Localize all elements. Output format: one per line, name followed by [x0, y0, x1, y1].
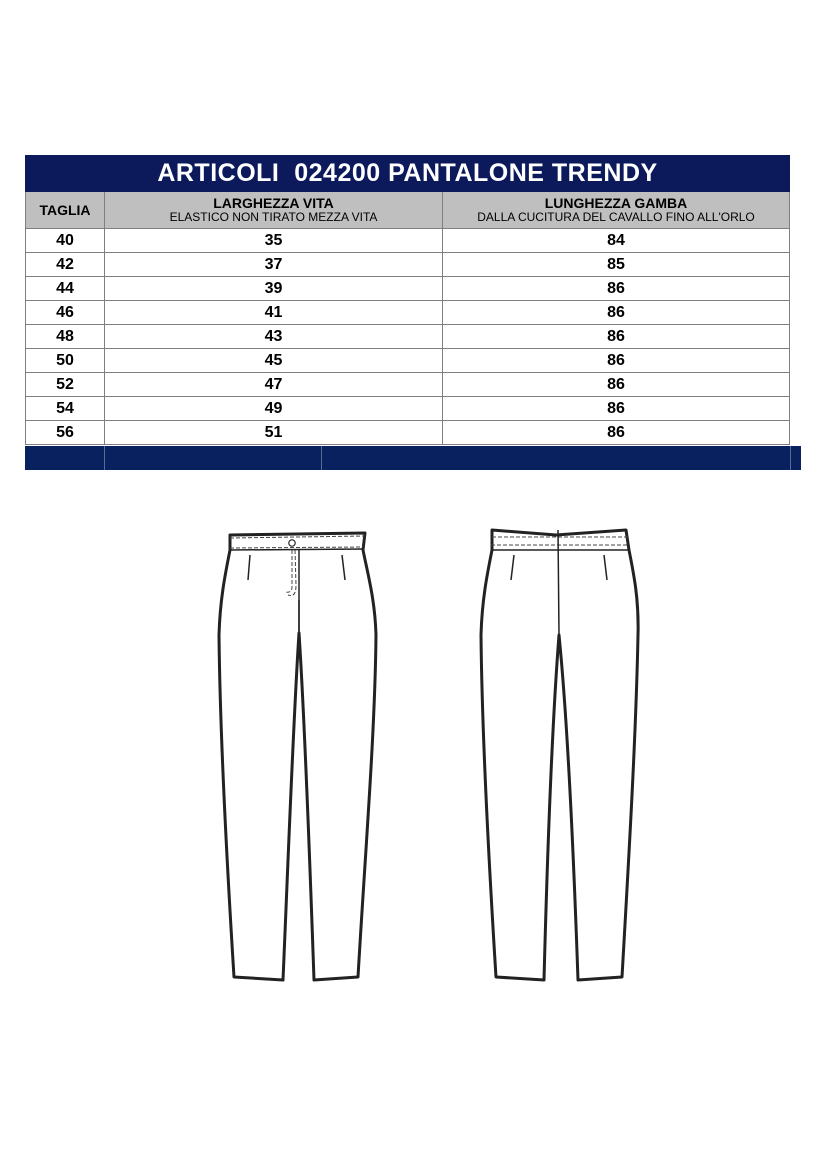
table-row [26, 301, 790, 325]
table-title: ARTICOLI 024200 PANTALONE TRENDY [26, 156, 790, 192]
table-row [26, 253, 790, 277]
cell-leg: 86 [443, 301, 790, 325]
cell-leg: 86 [443, 397, 790, 421]
cell-leg: 84 [443, 229, 790, 253]
pants-back-illustration [474, 525, 649, 990]
cell-waist: 51 [105, 421, 443, 445]
cell-size: 46 [26, 301, 105, 325]
cell-size: 56 [26, 421, 105, 445]
pants-front-illustration [210, 525, 385, 990]
cell-size: 42 [26, 253, 105, 277]
cell-waist: 35 [105, 229, 443, 253]
table-row [26, 325, 790, 349]
header-waist-title: LARGHEZZA VITA [213, 195, 334, 211]
header-leg-subtitle: DALLA CUCITURA DEL CAVALLO FINO ALL'ORLO [477, 210, 755, 224]
cell-size: 50 [26, 349, 105, 373]
footer-segment [105, 446, 322, 470]
cell-leg: 86 [443, 325, 790, 349]
cell-size: 52 [26, 373, 105, 397]
table-row [26, 373, 790, 397]
header-waist-subtitle: ELASTICO NON TIRATO MEZZA VITA [169, 210, 378, 224]
header-size: TAGLIA [26, 192, 105, 229]
cell-waist: 41 [105, 301, 443, 325]
table-footer-bar [25, 446, 801, 470]
cell-waist: 37 [105, 253, 443, 277]
footer-segment [322, 446, 791, 470]
cell-size: 40 [26, 229, 105, 253]
header-leg [443, 192, 790, 229]
cell-waist: 43 [105, 325, 443, 349]
cell-size: 48 [26, 325, 105, 349]
header-leg-title: LUNGHEZZA GAMBA [544, 195, 688, 211]
cell-waist: 49 [105, 397, 443, 421]
cell-leg: 86 [443, 349, 790, 373]
table-row [26, 397, 790, 421]
table-header-row [26, 192, 790, 229]
cell-leg: 86 [443, 421, 790, 445]
footer-segment [25, 446, 105, 470]
table-row [26, 421, 790, 445]
cell-waist: 47 [105, 373, 443, 397]
cell-size: 54 [26, 397, 105, 421]
cell-leg: 85 [443, 253, 790, 277]
cell-waist: 39 [105, 277, 443, 301]
cell-waist: 45 [105, 349, 443, 373]
cell-leg: 86 [443, 277, 790, 301]
header-waist [105, 192, 443, 229]
table-row [26, 277, 790, 301]
table-row [26, 349, 790, 373]
cell-size: 44 [26, 277, 105, 301]
cell-leg: 86 [443, 373, 790, 397]
table-title-row [26, 156, 790, 192]
size-chart-table [25, 155, 790, 445]
table-row [26, 229, 790, 253]
